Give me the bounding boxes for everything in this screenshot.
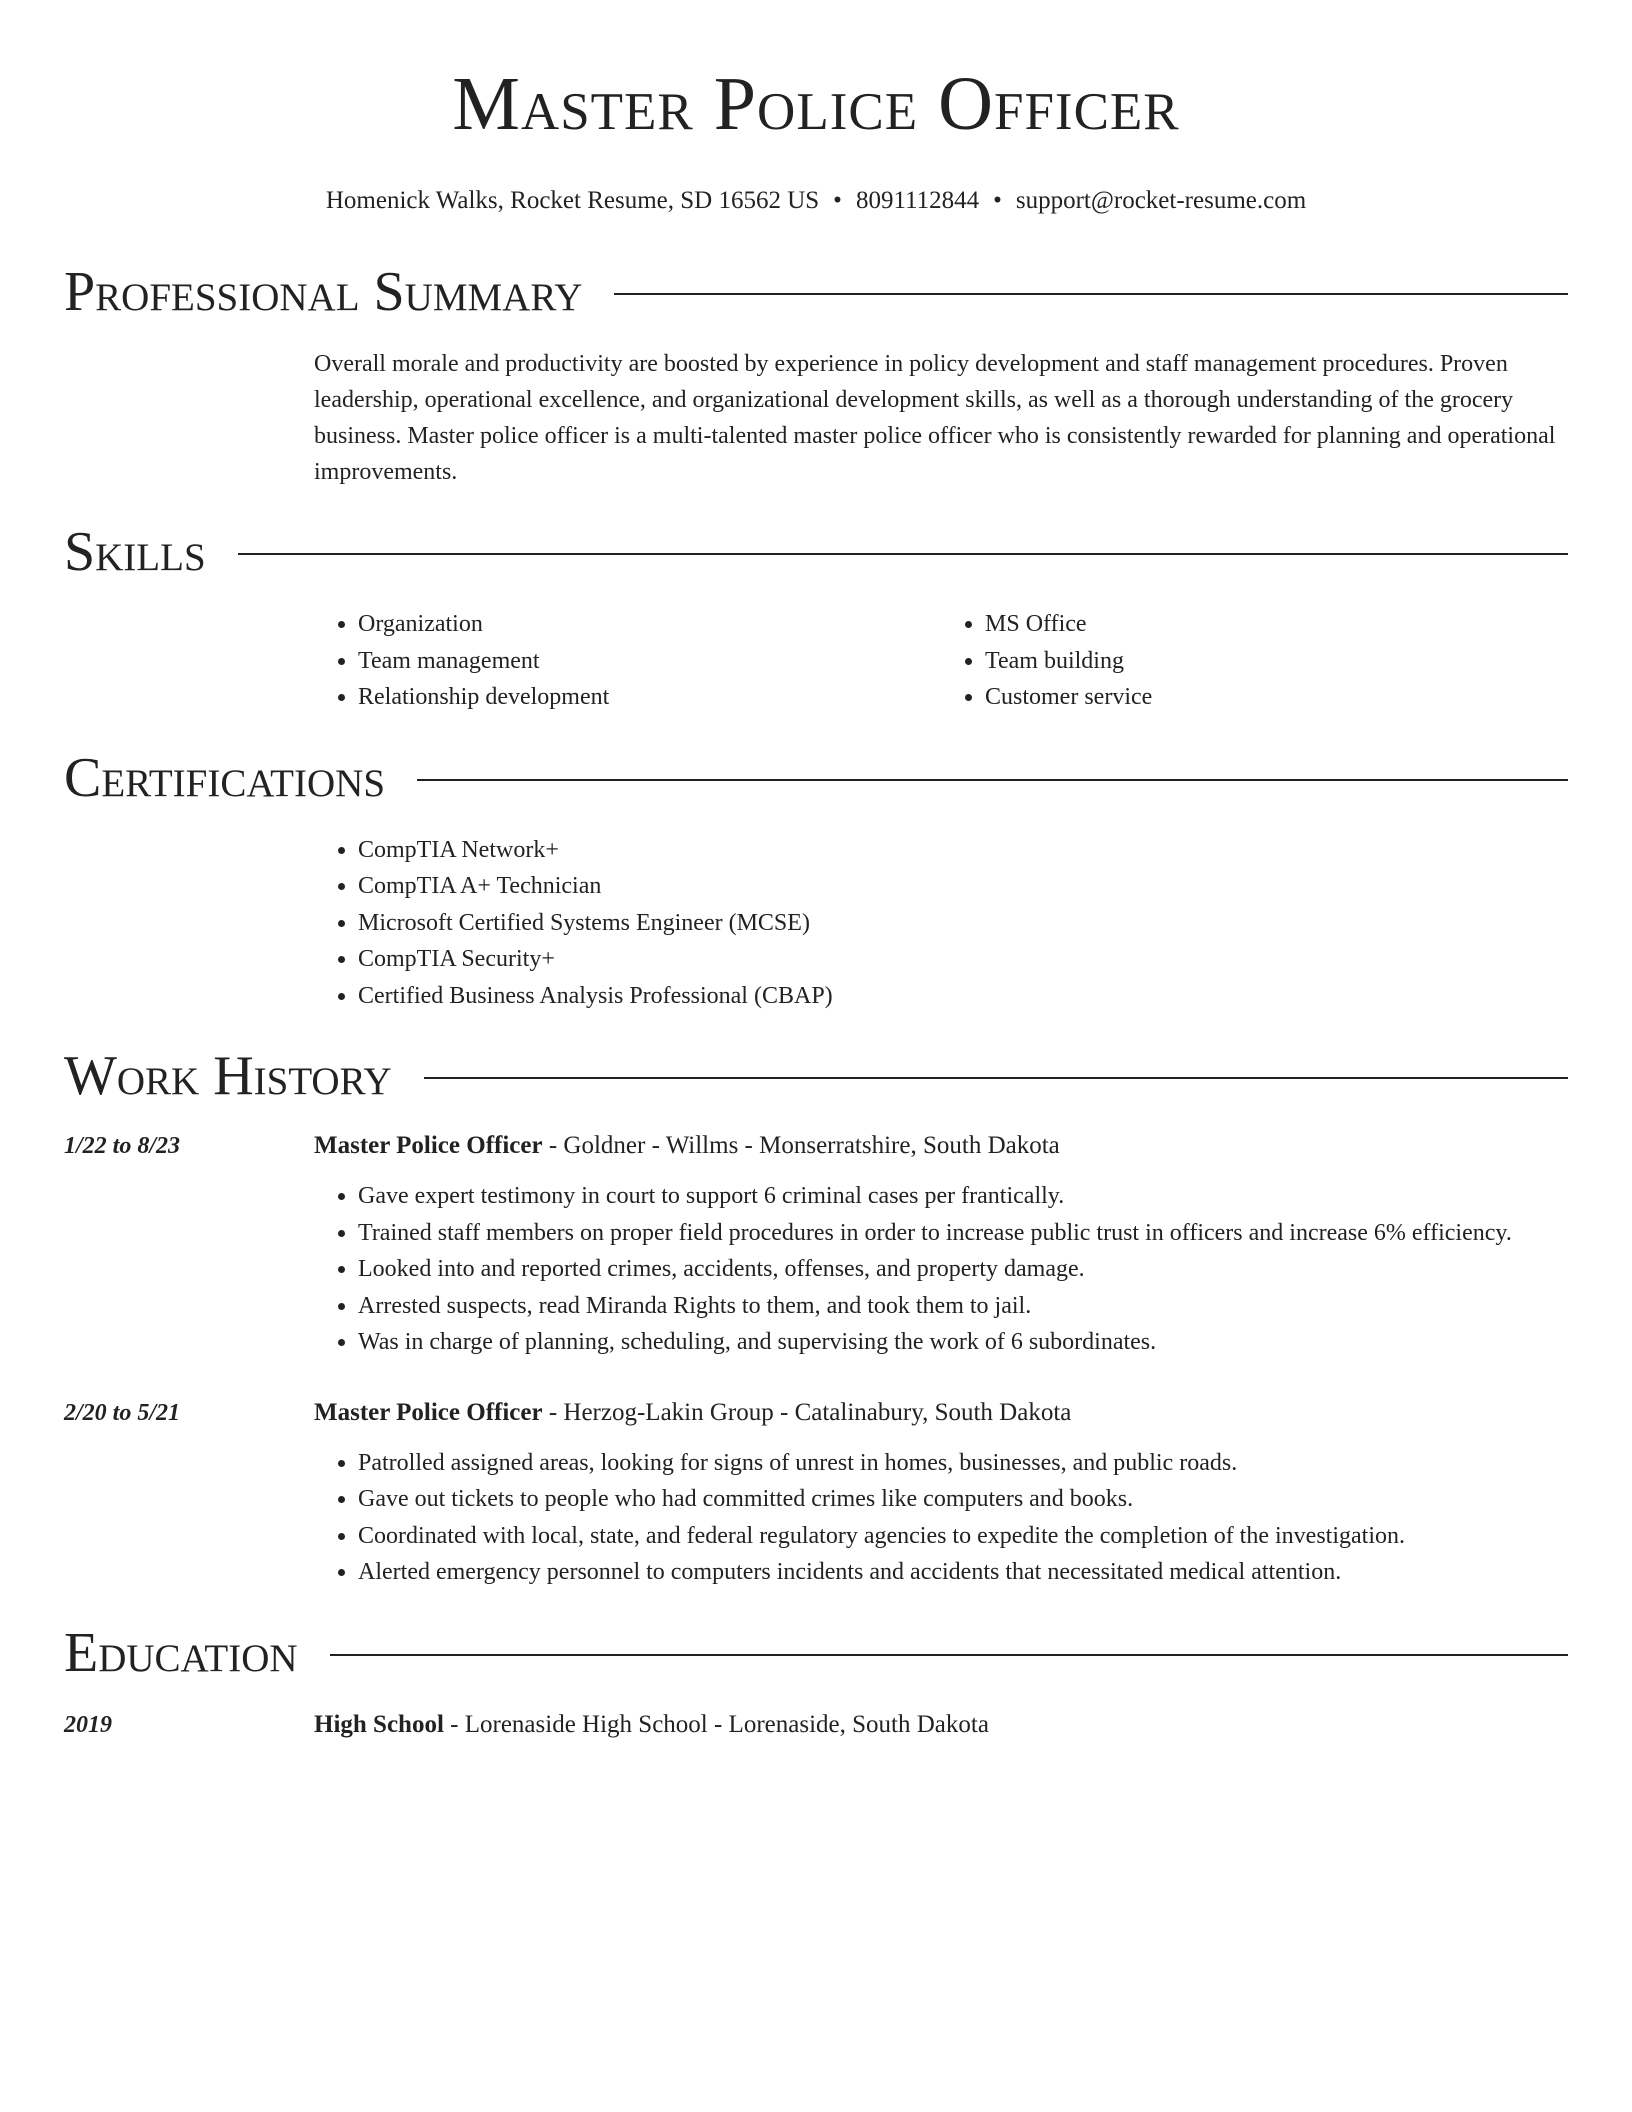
job-employer: - Herzog-Lakin Group - Catalinabury, South Dakota — [542, 1398, 1072, 1426]
education-school: - Lorenaside High School - Lorenaside, South Dakota — [443, 1710, 989, 1738]
education-section-header — [64, 1621, 1568, 1685]
job-employer: - Goldner - Willms - Monserratshire, South Dakota — [542, 1132, 1060, 1159]
section-divider — [614, 293, 1568, 295]
skill-item: • MS Office — [985, 606, 1568, 643]
skill-item: • Team management — [358, 643, 941, 680]
contact-address: Homenick Walks, Rocket Resume, SD 16562 US — [325, 187, 820, 214]
summary-body — [314, 346, 1568, 490]
resume-name: Master Police Officer — [452, 62, 1180, 146]
skills-left-column — [314, 606, 941, 716]
job-duty: • Looked into and reported crimes, accidents, offenses, and property damage. — [358, 1251, 1568, 1288]
skills-list — [314, 606, 1568, 716]
job-dates: 1/22 to 8/23 — [64, 1133, 181, 1159]
section-divider — [330, 1654, 1568, 1656]
job-duties — [314, 1178, 1568, 1361]
job-dates: 2/20 to 5/21 — [64, 1399, 181, 1426]
education-heading — [314, 1707, 1568, 1743]
education-degree: High School — [314, 1710, 444, 1738]
certification-item: • CompTIA Network+ — [358, 832, 1568, 869]
job-heading — [314, 1395, 1568, 1431]
contact-email: support@rocket-resume.com — [1015, 187, 1307, 214]
summary-text: Overall morale and productivity are boosted by experience in policy development and staff management procedures. Proven leadership, operational excellence, and organizational development skills, as well as a thorough understanding of the grocery business. Master police officer is a multi-talented master police officer who is consistently rewarded for planning and operational improvements. — [314, 351, 1556, 485]
job-position: Master Police Officer — [314, 1132, 543, 1159]
contact-separator: • — [833, 187, 842, 214]
certifications-section-header — [64, 746, 1568, 810]
contact-line — [64, 184, 1568, 218]
summary-section-header — [64, 260, 1568, 324]
section-divider — [417, 779, 1568, 781]
job-duty: • Arrested suspects, read Miranda Rights to them, and took them to jail. — [358, 1288, 1568, 1325]
certification-item: • Certified Business Analysis Professional (CBAP) — [358, 978, 1568, 1015]
certification-item: • CompTIA Security+ — [358, 941, 1568, 978]
job-duty: • Patrolled assigned areas, looking for signs of unrest in homes, businesses, and public roads. — [358, 1445, 1568, 1482]
job-position: Master Police Officer — [314, 1398, 543, 1426]
skills-title: Skills — [64, 521, 206, 583]
skills-right-column — [941, 606, 1568, 716]
certifications-title: Certifications — [64, 746, 386, 809]
summary-title: Professional Summary — [64, 261, 583, 323]
work-title: Work History — [64, 1045, 392, 1107]
certification-item: • Microsoft Certified Systems Engineer (MCSE) — [358, 905, 1568, 942]
contact-separator: • — [993, 187, 1002, 214]
skill-item: • Organization — [358, 606, 941, 643]
job-duty: • Alerted emergency personnel to computers incidents and accidents that necessitated medical attention. — [358, 1554, 1568, 1591]
skills-section-header — [64, 520, 1568, 584]
job-duty: • Gave out tickets to people who had committed crimes like computers and books. — [358, 1481, 1568, 1518]
job-duty: • Coordinated with local, state, and federal regulatory agencies to expedite the completion of the investigation. — [358, 1518, 1568, 1555]
skill-item: • Relationship development — [358, 679, 941, 716]
section-divider — [424, 1077, 1568, 1079]
certifications-list — [314, 832, 1568, 1015]
job-duty: • Was in charge of planning, scheduling, and supervising the work of 6 subordinates. — [358, 1324, 1568, 1361]
skill-item: • Customer service — [985, 679, 1568, 716]
job-duties — [314, 1445, 1568, 1591]
contact-phone: 8091112844 — [855, 187, 980, 214]
job-duty: • Trained staff members on proper field procedures in order to increase public trust in officers and increase 6% efficiency. — [358, 1215, 1568, 1252]
job-entry — [64, 1128, 1568, 1361]
education-title: Education — [64, 1621, 298, 1684]
job-duty: • Gave expert testimony in court to support 6 criminal cases per frantically. — [358, 1178, 1568, 1215]
certification-item: • CompTIA A+ Technician — [358, 868, 1568, 905]
job-heading — [314, 1128, 1568, 1164]
education-year: 2019 — [64, 1711, 112, 1738]
section-divider — [238, 553, 1568, 555]
work-section-header — [64, 1044, 1568, 1108]
job-entry — [64, 1395, 1568, 1591]
education-entry — [64, 1707, 1568, 1757]
skill-item: • Team building — [985, 643, 1568, 680]
